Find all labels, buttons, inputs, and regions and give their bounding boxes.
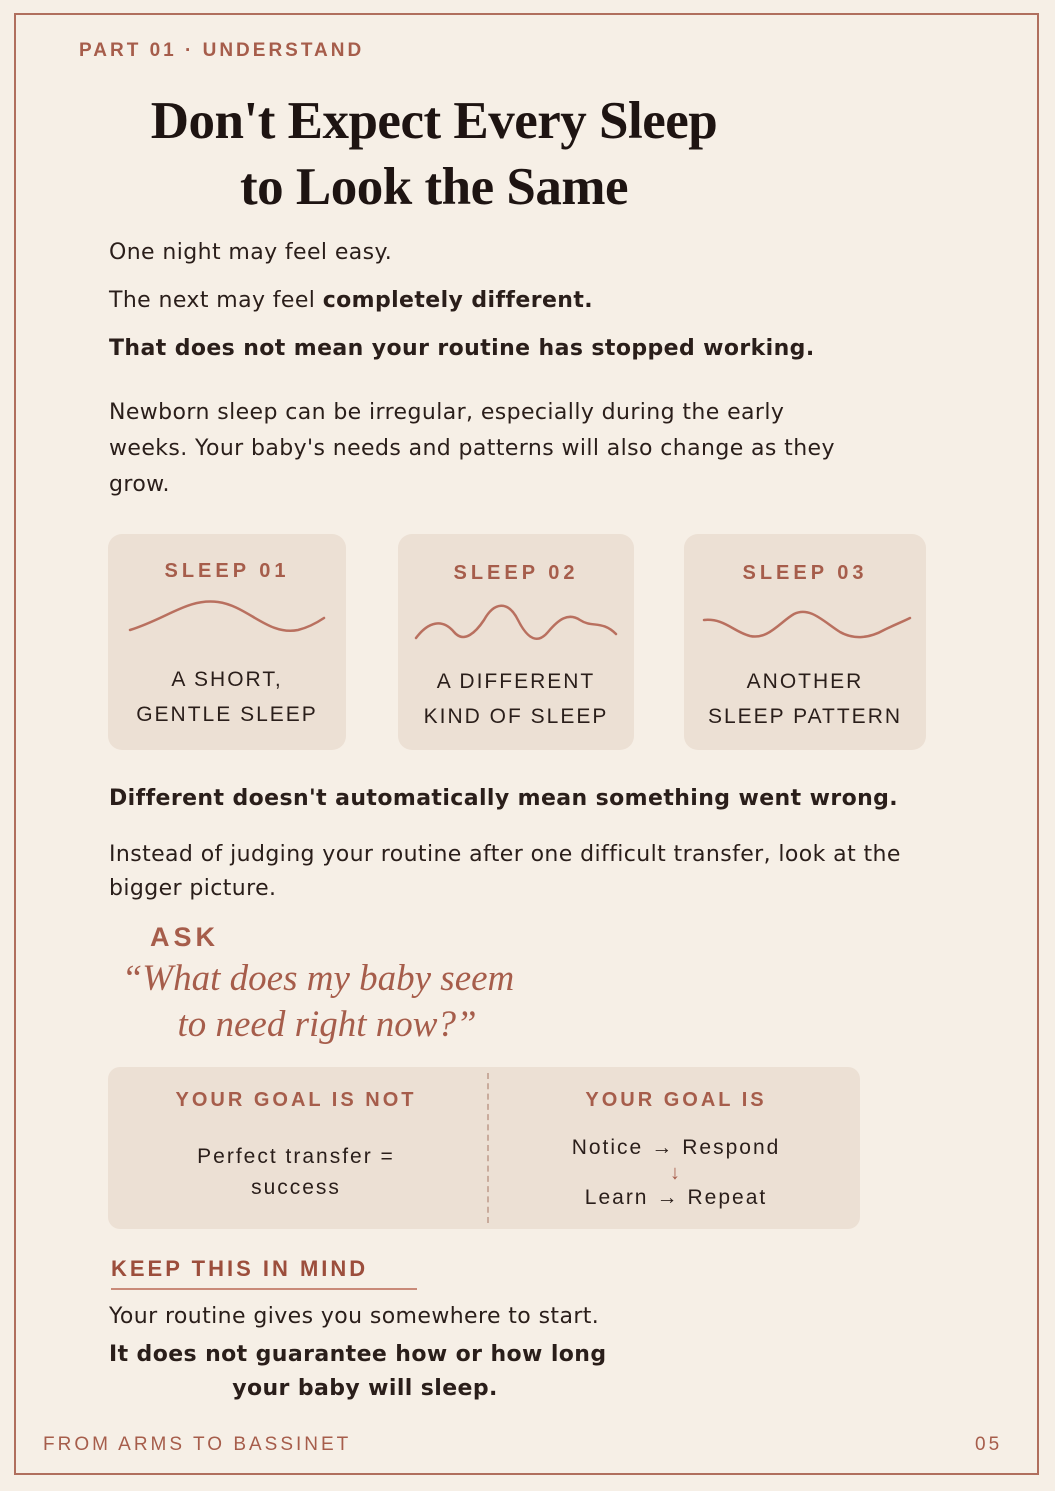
sleep-card-line-1: ANOTHER — [746, 670, 864, 693]
goal-not-line-2: success — [251, 1176, 341, 1199]
judging-paragraph: Instead of judging your routine after one difficult transfer, look at the bigger picture. — [109, 842, 901, 901]
sleep-card-line-2: SLEEP PATTERN — [707, 705, 903, 728]
goal-not-line-1: Perfect transfer = — [197, 1145, 395, 1168]
keep-in-mind-emphasis — [70, 1338, 660, 1406]
ask-label: ASK — [150, 922, 220, 952]
sleep-card-1 — [108, 534, 346, 750]
arrow-right-icon: → — [651, 1136, 675, 1159]
sleep-card-description — [398, 664, 634, 734]
sleep-card-title: SLEEP 03 — [742, 562, 868, 584]
section-eyebrow: PART 01 · UNDERSTAND — [79, 40, 365, 61]
quote-line-1: “What does my baby seem — [121, 958, 515, 999]
goal-is-heading: YOUR GOAL IS — [585, 1089, 767, 1111]
page-title — [40, 88, 828, 220]
goals-panel — [108, 1067, 860, 1229]
goal-not-heading: YOUR GOAL IS NOT — [175, 1089, 417, 1111]
different-statement: Different doesn't automatically mean something went wrong. — [109, 786, 899, 811]
page-number: 05 — [975, 1434, 1003, 1455]
flow-step-learn: Learn — [584, 1186, 649, 1209]
sleep-card-line-1: A SHORT, — [171, 668, 283, 691]
title-line-1: Don't Expect Every Sleep — [150, 92, 718, 150]
intro-line-1: One night may feel easy. — [109, 240, 393, 265]
keep-in-mind-line-2: It does not guarantee how or how long — [109, 1342, 607, 1367]
arrow-right-icon: → — [656, 1186, 680, 1209]
sleep-card-line-2: GENTLE SLEEP — [136, 703, 318, 726]
gentle-wave-icon — [108, 592, 346, 652]
intro-line-2-emphasis: completely different. — [322, 288, 594, 313]
sleep-card-description — [108, 662, 346, 732]
flow-row-2 — [488, 1183, 864, 1213]
goal-flow — [488, 1133, 864, 1213]
flow-step-respond: Respond — [682, 1136, 781, 1159]
intro-line-2 — [109, 288, 593, 313]
flow-row-1 — [488, 1133, 864, 1163]
sleep-card-title: SLEEP 02 — [453, 562, 579, 584]
keep-in-mind-heading: KEEP THIS IN MIND — [111, 1256, 417, 1290]
intro-line-2-text: The next may feel — [109, 288, 323, 313]
sleep-card-title: SLEEP 01 — [164, 560, 290, 582]
footer-book-title: FROM ARMS TO BASSINET — [43, 1434, 352, 1455]
sleep-card-line-1: A DIFFERENT — [436, 670, 596, 693]
quote-line-2: to need right now?” — [177, 1004, 477, 1045]
flow-step-repeat: Repeat — [687, 1186, 768, 1209]
ask-quote — [108, 956, 528, 1048]
rolling-wave-icon — [684, 592, 926, 652]
sleep-card-2 — [398, 534, 634, 750]
title-line-2: to Look the Same — [239, 158, 629, 216]
intro-paragraph: Newborn sleep can be irregular, especially during the early weeks. Your baby's needs and patterns will also change as they grow. — [109, 400, 835, 497]
bumpy-wave-icon — [398, 592, 634, 652]
sleep-card-description — [684, 664, 926, 734]
intro-line-3: That does not mean your routine has stopped working. — [109, 336, 815, 361]
keep-in-mind-line-1: Your routine gives you somewhere to start. — [109, 1304, 600, 1329]
goal-not-text — [108, 1141, 484, 1203]
arrow-down-icon: ↓ — [670, 1162, 682, 1184]
sleep-card-line-2: KIND OF SLEEP — [423, 705, 609, 728]
flow-step-notice: Notice — [571, 1136, 644, 1159]
sleep-card-3 — [684, 534, 926, 750]
keep-in-mind-line-3: your baby will sleep. — [232, 1376, 498, 1401]
